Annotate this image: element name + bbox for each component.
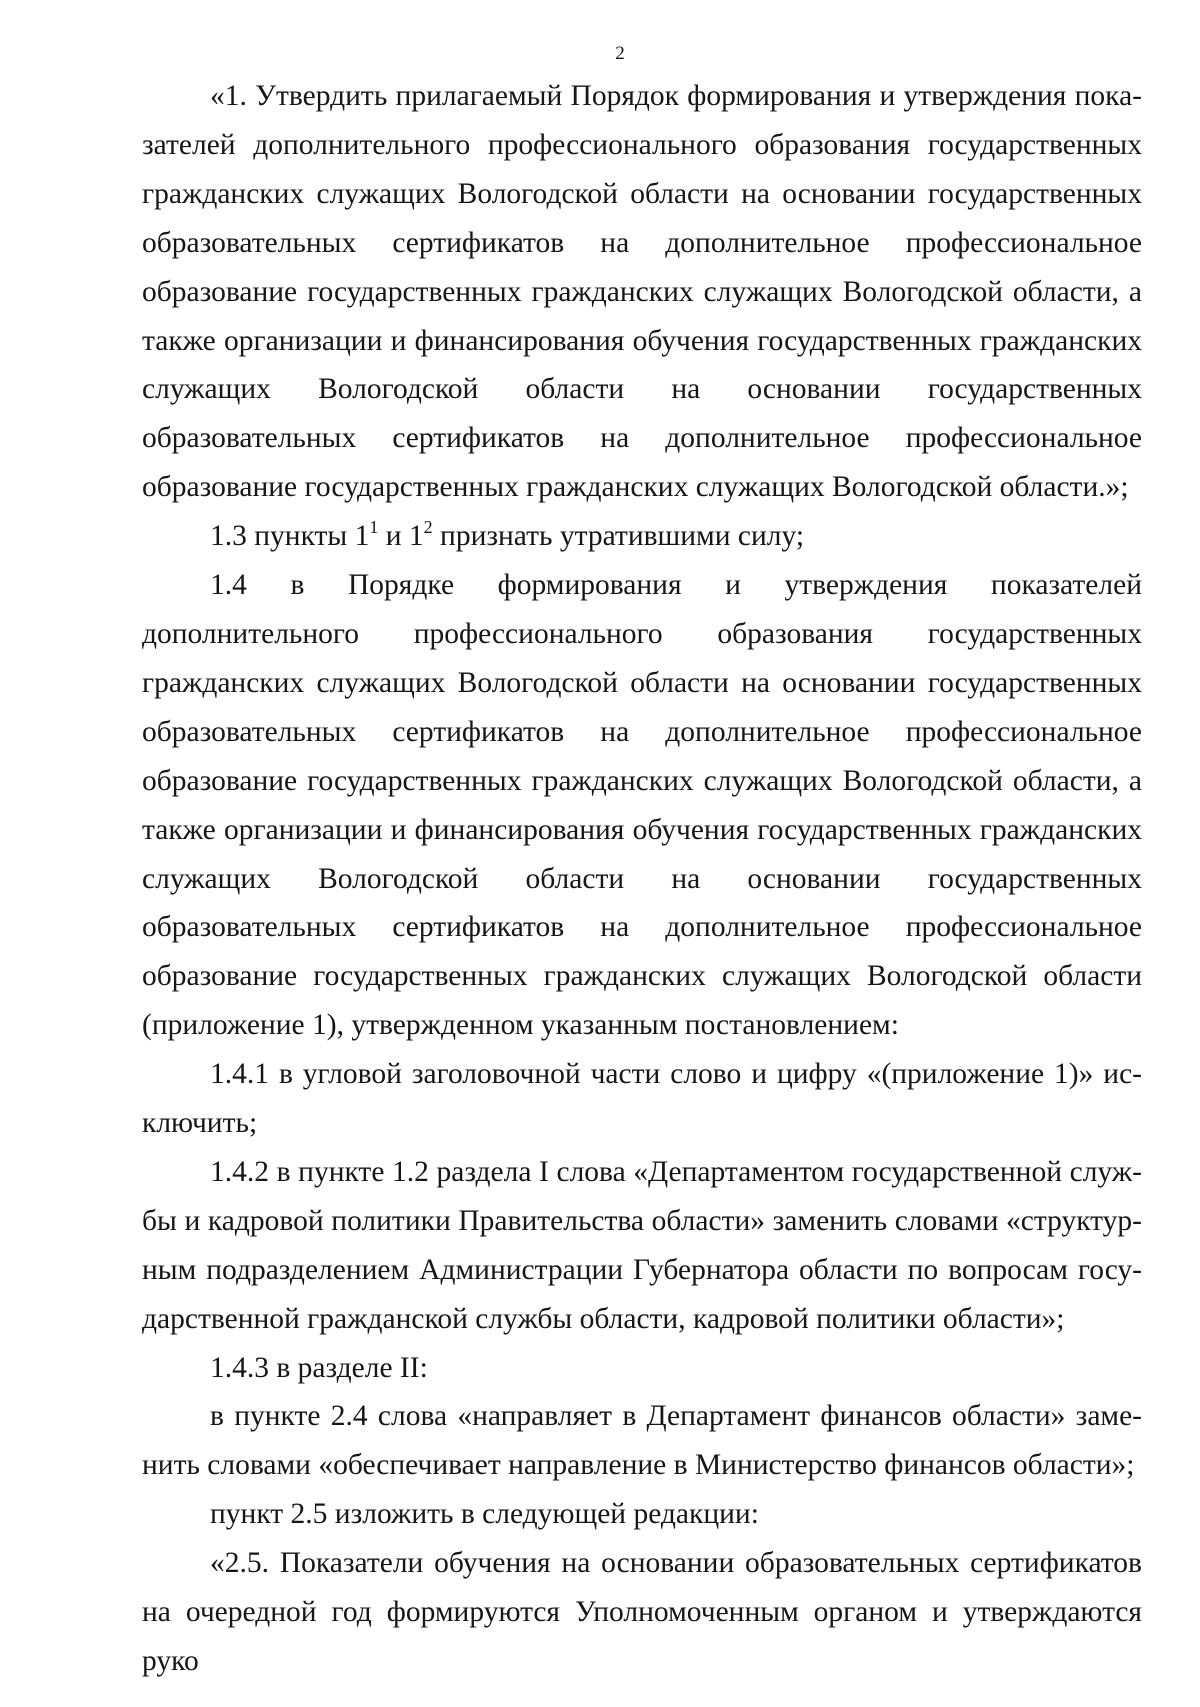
paragraph-clause-2-5-intro: пункт 2.5 изложить в следующей редакции:: [210, 1498, 759, 1531]
paragraph-item-1-4-1: 1.4.1 в угловой заголовочной части слово и цифру «(приложение 1)» исключить;: [142, 1058, 1142, 1140]
paragraph-item-1-text: «1. Утвердить прилагаемый Порядок формирования и утверждения показателей дополнительного профессионального образования государственных гражданских служащих Вологодской области на основании государственных образовательных сертификатов на дополнительное профессиональное образование государственных гражданских служащих Вологодской области, а также организации и финансирования обучения государственных гражданских служащих Вологодской области на основании государственных образовательных сертификатов на дополнительное профессиональное образование государственных гражданских служащих Вологодской области.»;: [142, 80, 1142, 504]
paragraph-item-1-3: [142, 512, 1142, 561]
paragraph-clause-2-5-text: «2.5. Показатели обучения на основании образовательных сертификатов на очередной год формируются Уполномоченным органом и утверждаются руко: [142, 1547, 1142, 1677]
item-1-3-superscript-1: 1: [369, 517, 379, 538]
paragraph-item-1-4-3: 1.4.3 в разделе II:: [210, 1351, 428, 1384]
paragraph-item-1-4: 1.4 в Порядке формирования и утверждения показателей дополнительного профессионального образования государственных гражданских служащих Вологодской области на основании государственных образовательных сертификатов на дополнительное профессиональное образование государственных гражданских служащих Вологодской области, а также организации и финансирования обучения государственных гражданских служащих Вологодской области на основании государственных образовательных сертификатов на дополнительное профессиональное образование государственных гражданских служащих Вологодской области (приложение 1), утвержденном указанным постановлением:: [142, 569, 1142, 1042]
page-number: 2: [615, 43, 625, 64]
paragraph-clause-2-4: в пункте 2.4 слова «направляет в Департамент финансов области» заменить словами «обеспечивает направление в Министерство финансов области»;: [142, 1400, 1142, 1482]
document-body: [142, 72, 1142, 1686]
item-1-3-text-start: 1.3 пункты 1: [210, 520, 370, 553]
item-1-3-text-middle: и 1: [378, 520, 424, 553]
item-1-3-text-end: признать утратившими силу;: [432, 520, 805, 553]
paragraph-item-1-4-2: 1.4.2 в пункте 1.2 раздела I слова «Департаментом государственной службы и кадровой политики Правительства области» заменить словами «структурным подразделением Администрации Губернатора области по вопросам государственной гражданской службы области, кадровой политики области»;: [142, 1155, 1142, 1335]
item-1-3-superscript-2: 2: [423, 517, 433, 538]
